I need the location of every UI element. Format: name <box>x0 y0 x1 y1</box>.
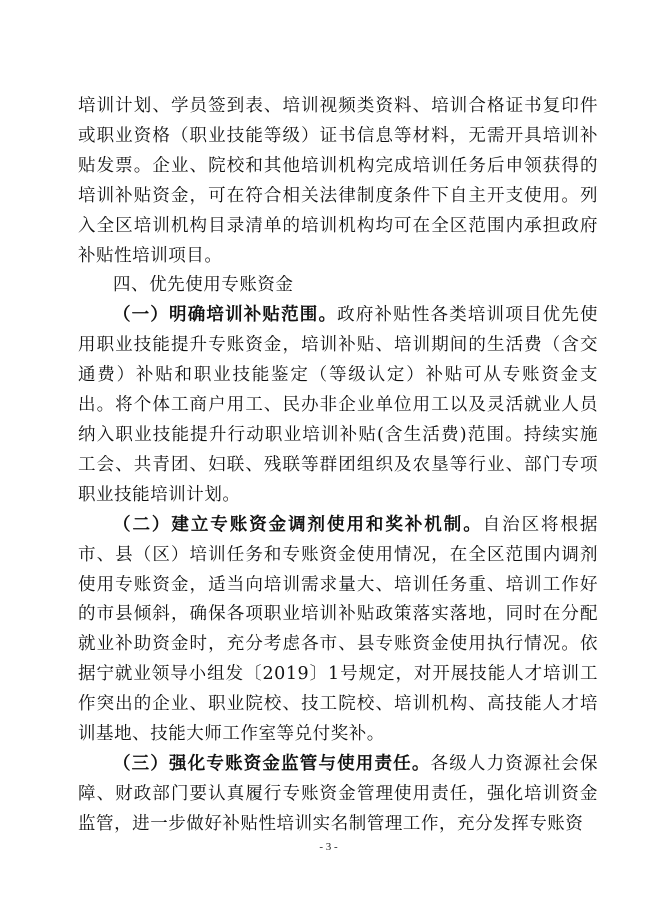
item-paragraph-3 <box>78 750 598 840</box>
document-body <box>78 92 598 840</box>
item-lead-1: （一）明确培训补贴范围。 <box>113 305 338 326</box>
item-lead-3: （三）强化专账资金监管与使用责任。 <box>113 753 431 774</box>
section-heading: 四、优先使用专账资金 <box>113 275 294 296</box>
page-number: - 3 - <box>319 841 338 853</box>
item-lead-2: （二）建立专账资金调剂使用和奖补机制。 <box>113 514 483 535</box>
continuation-paragraph: 培训计划、学员签到表、培训视频类资料、培训合格证书复印件或职业资格（职业技能等级）证书信息等材料，无需开具培训补贴发票。企业、院校和其他培训机构完成培训任务后申领获得的培训补贴资金，可在符合相关法律制度条件下自主开支使用。列入全区培训机构目录清单的培训机构均可在全区范围内承担政府补贴性培训项目。 <box>78 96 598 266</box>
item-paragraph-2 <box>78 511 598 750</box>
item-paragraph-1 <box>78 301 598 510</box>
item-text-1: 政府补贴性各类培训项目优先使用职业技能提升专账资金，培训补贴、培训期间的生活费（含交通费）补贴和职业技能鉴定（等级认定）补贴可从专账资金支出。将个体工商户用工、民办非企业单位用工以及灵活就业人员纳入职业技能提升行动职业培训补贴(含生活费)范围。持续实施工会、共青团、妇联、残联等群团组织及农垦等行业、部门专项职业技能培训计划。 <box>78 305 598 505</box>
item-text-2: 自治区将根据市、县（区）培训任务和专账资金使用情况，在全区范围内调剂使用专账资金，适当向培训需求量大、培训任务重、培训工作好的市县倾斜，确保各项职业培训补贴政策落实落地，同时在分配就业补助资金时，充分考虑各市、县专账资金使用执行情况。依据宁就业领导小组发〔2019〕1号规定，对开展技能人才培训工作突出的企业、职业院校、技工院校、培训机构、高技能人才培训基地、技能大师工作室等兑付奖补。 <box>78 514 598 745</box>
item-text-3: 各级人力资源社会保障、财政部门要认真履行专账资金管理使用责任，强化培训资金监管，进一步做好补贴性培训实名制管理工作，充分发挥专账资 <box>78 753 599 834</box>
